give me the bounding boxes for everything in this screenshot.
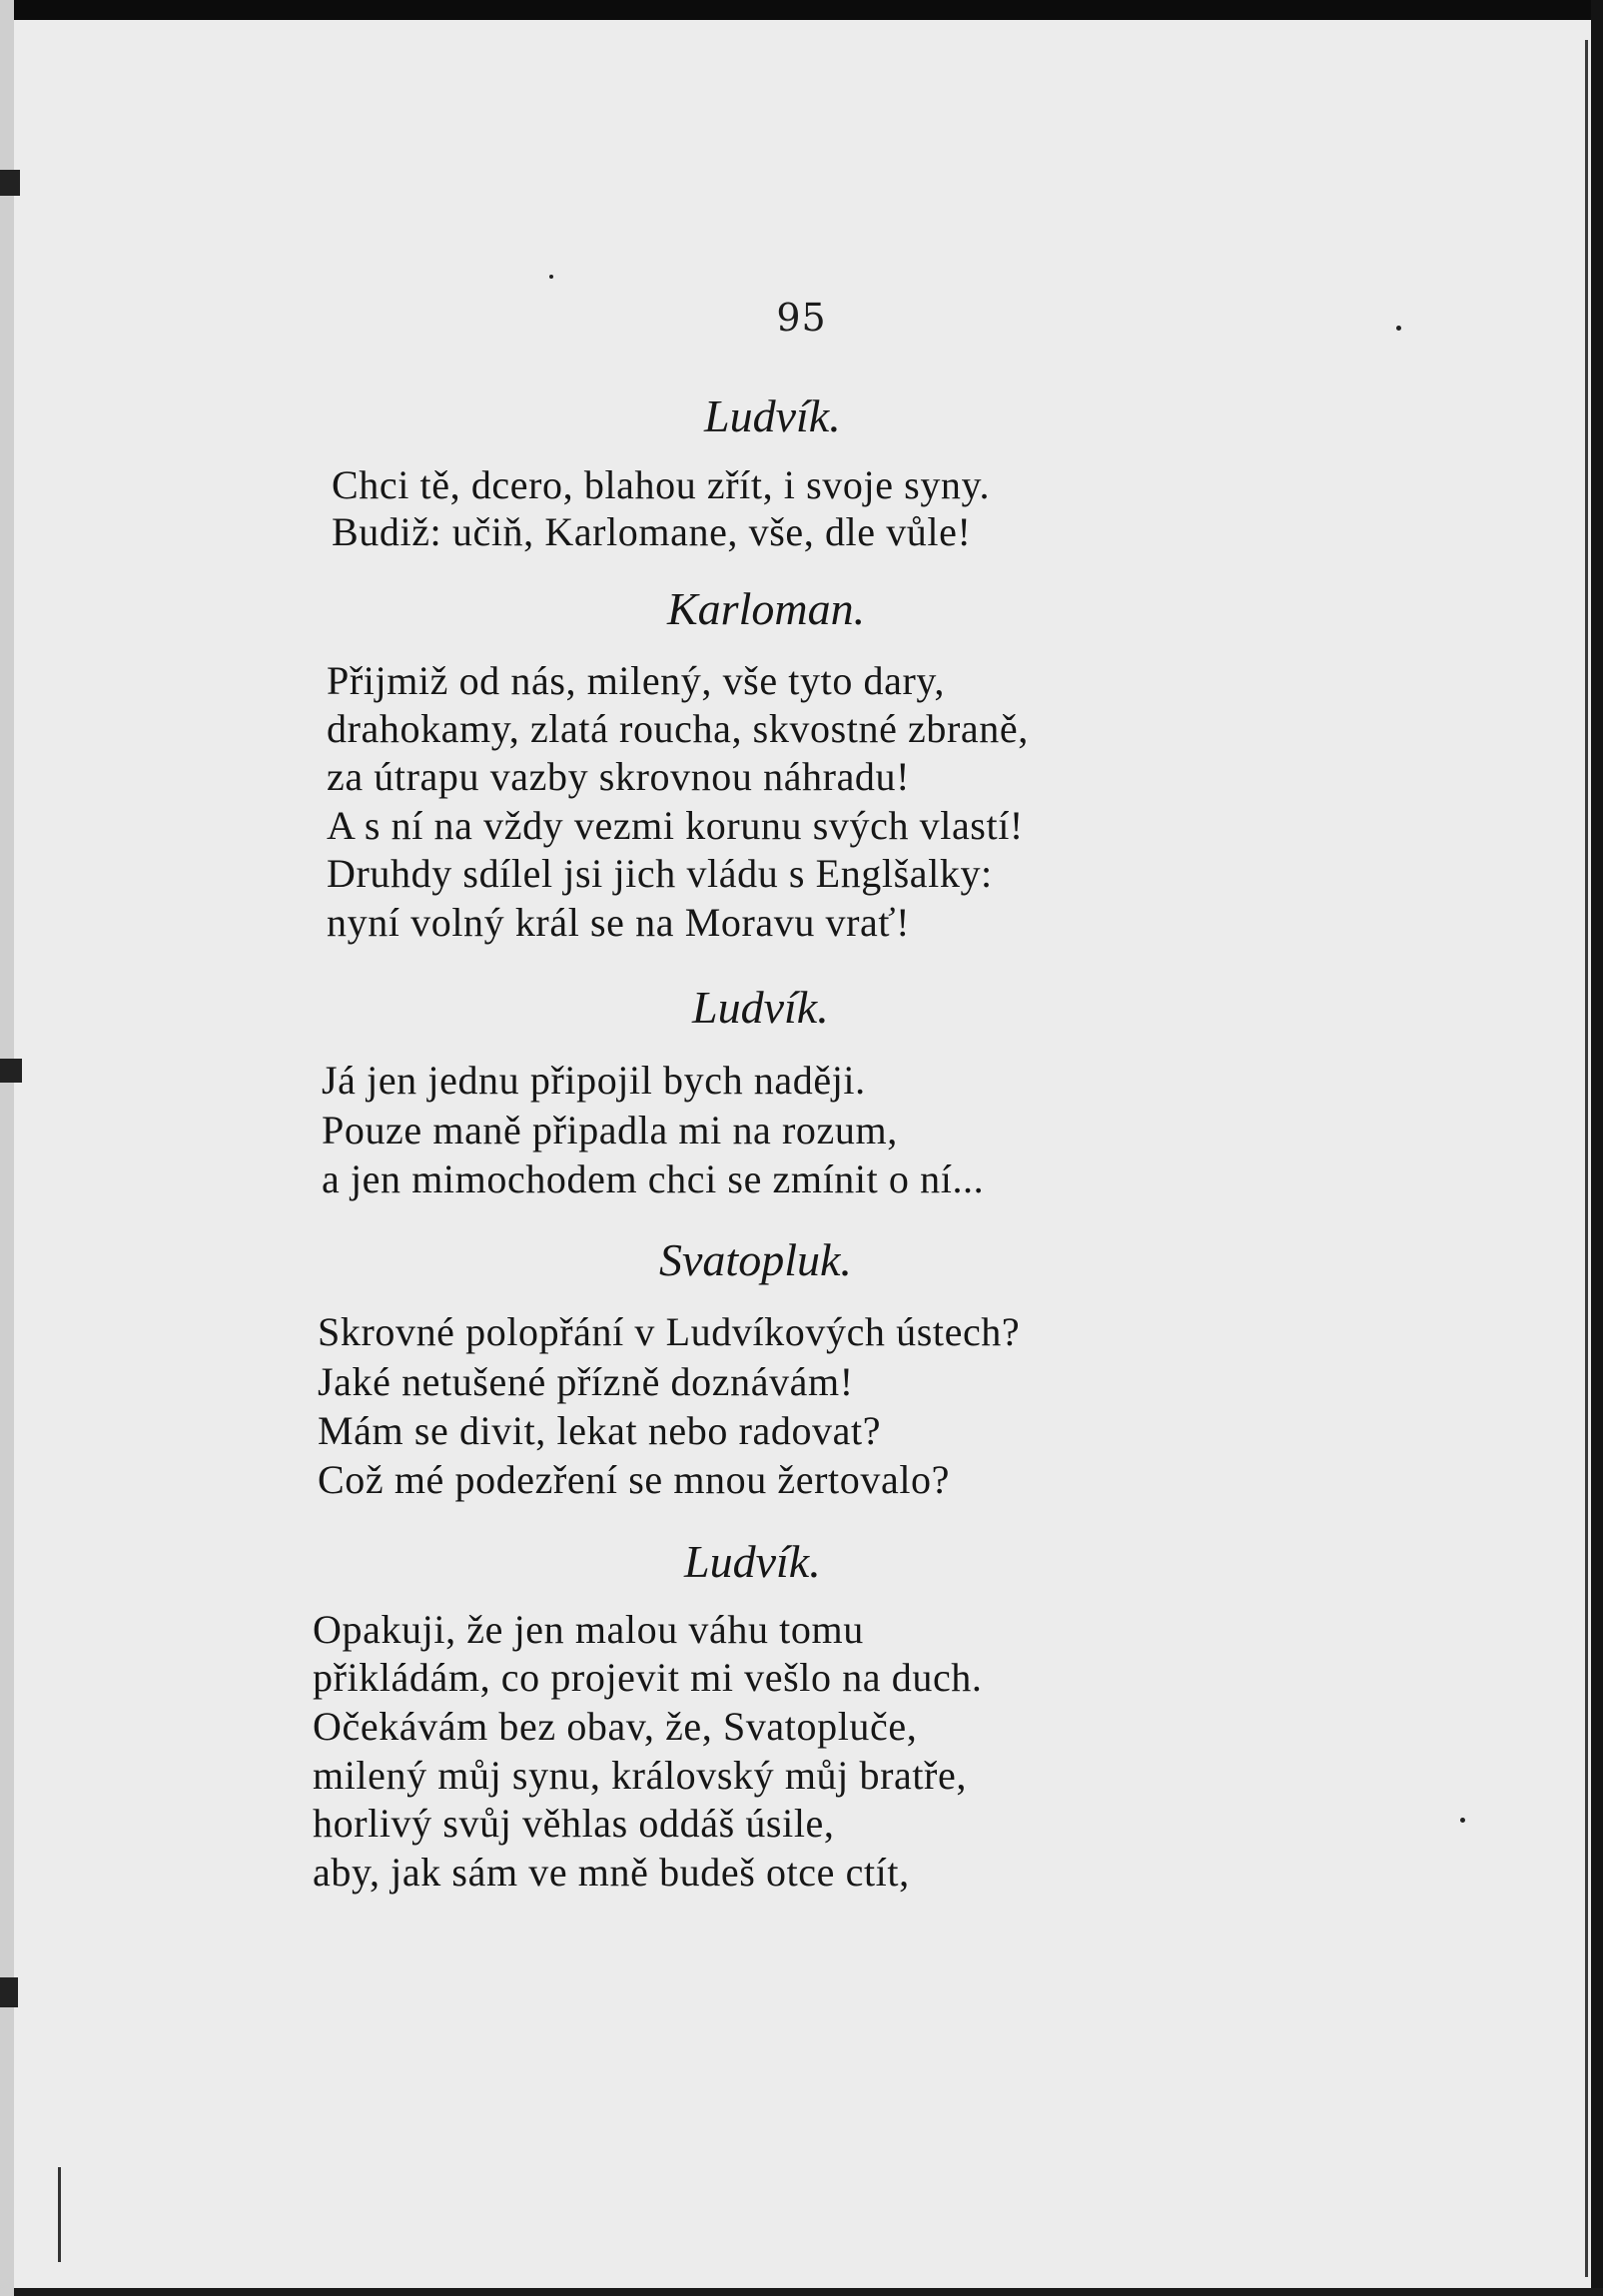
scan-border-bottom [0, 2288, 1603, 2296]
verse-line: Druhdy sdílel jsi jich vládu s Englšalky: [327, 851, 993, 896]
scan-border-right [1591, 0, 1603, 2296]
speaker-heading: Ludvík. [704, 390, 841, 441]
verse-line: přikládám, co projevit mi vešlo na duch. [313, 1655, 983, 1700]
speaker-heading: Ludvík. [692, 982, 829, 1033]
ink-speck [549, 275, 553, 279]
verse-line: Budiž: učiň, Karlomane, vše, dle vůle! [332, 509, 972, 554]
verse-line: Jaké netušené přízně doznávám! [318, 1359, 854, 1404]
verse-line: milený můj synu, královský můj bratře, [313, 1753, 967, 1798]
scan-border-left [0, 0, 14, 2296]
binding-notch [0, 170, 20, 196]
verse-line: Očekávám bez obav, že, Svatopluče, [313, 1704, 918, 1749]
binding-notch [0, 1977, 18, 2007]
binding-notch [0, 1059, 22, 1083]
verse-line: drahokamy, zlatá roucha, skvostné zbraně, [327, 706, 1029, 751]
speaker-heading: Svatopluk. [659, 1234, 852, 1285]
scan-border-top [0, 0, 1603, 20]
verse-line: horlivý svůj věhlas oddáš úsile, [313, 1801, 835, 1846]
margin-pencil-mark [58, 2167, 61, 2262]
verse-line: Pouze maně připadla mi na rozum, [322, 1108, 898, 1152]
speaker-heading: Ludvík. [684, 1536, 821, 1587]
verse-line: za útrapu vazby skrovnou náhradu! [327, 754, 911, 799]
verse-line: Opakuji, že jen malou váhu tomu [313, 1607, 864, 1652]
verse-line: Chci tě, dcero, blahou zřít, i svoje syny. [332, 462, 991, 507]
verse-line: Což mé podezření se mnou žertovalo? [318, 1457, 950, 1502]
verse-line: Skrovné polopřání v Ludvíkových ústech? [318, 1309, 1021, 1354]
page-number: 95 [776, 296, 827, 340]
speaker-heading: Karloman. [667, 583, 866, 634]
verse-line: nyní volný král se na Moravu vrať! [327, 900, 911, 945]
verse-line: Přijmiž od nás, milený, vše tyto dary, [327, 658, 946, 703]
verse-line: A s ní na vždy vezmi korunu svých vlastí! [327, 803, 1024, 848]
verse-line: aby, jak sám ve mně budeš otce ctít, [313, 1850, 910, 1895]
verse-line: Já jen jednu připojil bych naději. [322, 1058, 866, 1103]
verse-line: Mám se divit, lekat nebo radovat? [318, 1408, 882, 1453]
page-edge-rule [1585, 40, 1588, 2277]
verse-line: a jen mimochodem chci se zmínit o ní... [322, 1156, 985, 1201]
ink-speck [1460, 1818, 1465, 1823]
